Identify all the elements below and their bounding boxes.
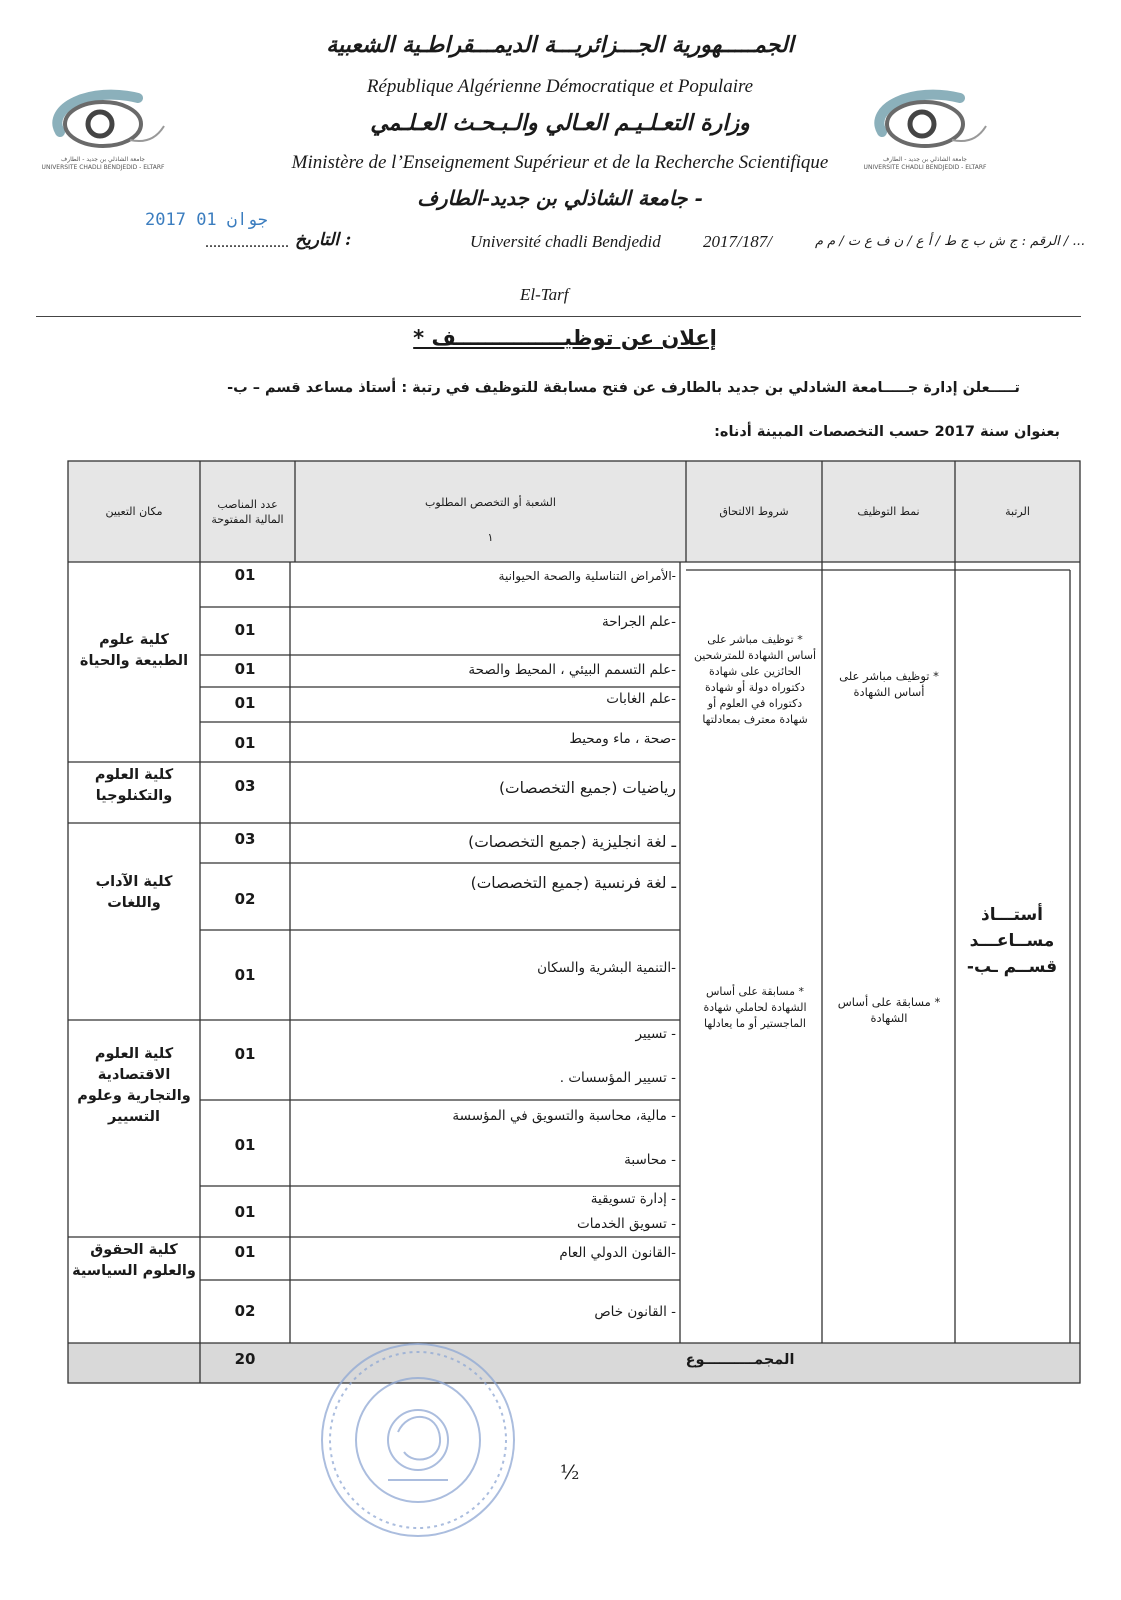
faculty-law: كلية الحقوق والعلوم السياسية <box>72 1242 196 1279</box>
official-seal <box>318 1340 518 1540</box>
city-name: El-Tarf <box>520 285 569 304</box>
grade-value: أستـــاذ مســاعـــد قســم ـب- <box>966 905 1058 977</box>
header-french-ministry: Ministère de l’Enseignement Supérieur et de la Recherche Scientifique <box>291 152 829 173</box>
announcement-intro-year: بعنوان سنة 2017 حسب التخصصات المبينة أدناه: <box>714 424 1060 440</box>
row-9-specialty: -التنمية البشرية والسكان <box>537 960 676 976</box>
row-1-specialty: -الأمراض التناسلية والصحة الحيوانية <box>498 569 676 583</box>
row-8-specialty: ـ لغة فرنسية (جميع التخصصات) <box>470 874 676 892</box>
header-grade: الرتبة <box>1005 505 1030 518</box>
total-label: المجمــــــــــوع <box>685 1352 795 1368</box>
mode-direct: * توظيف مباشر على أساس الشهادة <box>839 669 939 699</box>
row-5-count: 01 <box>234 734 256 752</box>
page-number: ½ <box>560 1460 580 1484</box>
header-positions: عدد المناصب المالية المفتوحة <box>211 497 284 526</box>
row-11-specialty-2: - محاسبة <box>624 1152 676 1168</box>
faculty-economics: كلية العلوم الاقتصادية والتجارية وعلوم التسيير <box>77 1046 191 1125</box>
row-6-specialty: رياضيات (جميع التخصصات) <box>498 779 676 797</box>
header-arabic-ministry: وزارة التعـلـيـم العـالي والـبـحـث العـلـمي <box>370 110 750 136</box>
date-dots: ..................... <box>205 234 289 251</box>
university-name-fr: Université chadli Bendjedid <box>470 232 661 251</box>
date-label: التاريخ : <box>295 230 352 250</box>
row-1-count: 01 <box>234 566 256 584</box>
condition-contest: * مسابقة على أساس الشهادة لحاملي شهادة الماجستير أو ما يعادلها <box>703 985 807 1030</box>
row-8-count: 02 <box>234 890 256 908</box>
announcement-title: إعلان عن توظيـــــــــــــــف * <box>413 326 717 350</box>
row-10-specialty-2: - تسيير المؤسسات . <box>559 1070 676 1086</box>
row-13-count: 01 <box>234 1243 256 1261</box>
logo-caption: جامعة الشاذلي بن جديد - الطارف UNIVERSITE CHADLI BENDJEDID - ELTARF <box>41 156 165 171</box>
total-value: 20 <box>234 1350 256 1368</box>
date-stamp: 2017 جوان 01 <box>145 210 268 230</box>
header-specialty-mark: ۱ <box>487 530 494 544</box>
row-4-specialty: -علم الغابات <box>606 691 676 707</box>
row-6-count: 03 <box>234 777 256 795</box>
row-4-count: 01 <box>234 694 256 712</box>
row-3-specialty: -علم التسمم البيئي ، المحيط والصحة <box>468 662 676 678</box>
row-7-count: 03 <box>234 830 256 848</box>
header-french-republic: République Algérienne Démocratique et Populaire <box>366 76 754 97</box>
row-11-count: 01 <box>234 1136 256 1154</box>
faculty-letters-languages: كلية الآداب واللغات <box>95 874 173 911</box>
header-conditions: شروط الالتحاق <box>719 505 789 518</box>
header-specialty: الشعبة أو التخصص المطلوب <box>425 495 556 509</box>
header-arabic-republic: الجمـــــهورية الجـــزائريـــة الديمـــقراطـية الشعبية <box>326 32 794 58</box>
row-12-count: 01 <box>234 1203 256 1221</box>
reference-number: 2017/187/ <box>703 232 772 251</box>
row-2-specialty: -علم الجراحة <box>601 614 676 630</box>
logo-caption: جامعة الشاذلي بن جديد - الطارف UNIVERSITE CHADLI BENDJEDID - ELTARF <box>863 156 987 171</box>
row-14-count: 02 <box>234 1302 256 1320</box>
header-arabic-university: جامعة الشاذلي بن جديد-الطارف - <box>417 186 703 210</box>
faculty-nature-life: كلية علوم الطبيعة والحياة <box>79 632 189 669</box>
header-recruitment-mode: نمط التوظيف <box>857 505 920 518</box>
row-13-specialty: -القانون الدولي العام <box>559 1245 676 1261</box>
row-7-specialty: ـ لغة انجليزية (جميع التخصصات) <box>468 833 676 851</box>
faculty-science-tech: كلية العلوم والتكنلوجيا <box>94 767 174 804</box>
condition-direct: * توظيف مباشر على أساس الشهادة للمترشحين الحائزين على شهادة دكتوراه دولة أو شهادة دكتوراه في العلوم أو شهادة معترف بمعادلتها <box>693 633 817 726</box>
reference-label: الرقم : ج ش ب ج ط / أ ع / ن ف ع ت / م م / ... <box>815 234 1085 249</box>
row-12-specialty-2: - تسويق الخدمات <box>577 1216 676 1232</box>
row-11-specialty: - مالية، محاسبة والتسويق في المؤسسة <box>452 1108 676 1124</box>
row-5-specialty: -صحة ، ماء ومحيط <box>569 731 676 747</box>
row-2-count: 01 <box>234 621 256 639</box>
header-assignment: مكان التعيين <box>105 505 163 518</box>
row-3-count: 01 <box>234 660 256 678</box>
row-10-specialty: - تسيير <box>635 1026 676 1042</box>
row-14-specialty: - القانون خاص <box>594 1304 676 1320</box>
mode-contest: * مسابقة على أساس الشهادة <box>837 995 941 1025</box>
row-9-count: 01 <box>234 966 256 984</box>
row-10-count: 01 <box>234 1045 256 1063</box>
announcement-intro: تـــــعلن إدارة جـــــامعة الشادلي بن جديد بالطارف عن فتح مسابقة للتوظيف في رتبة : أستاذ مساعد قسم – ب- <box>227 380 1020 396</box>
row-12-specialty: - إدارة تسويقية <box>590 1191 676 1207</box>
